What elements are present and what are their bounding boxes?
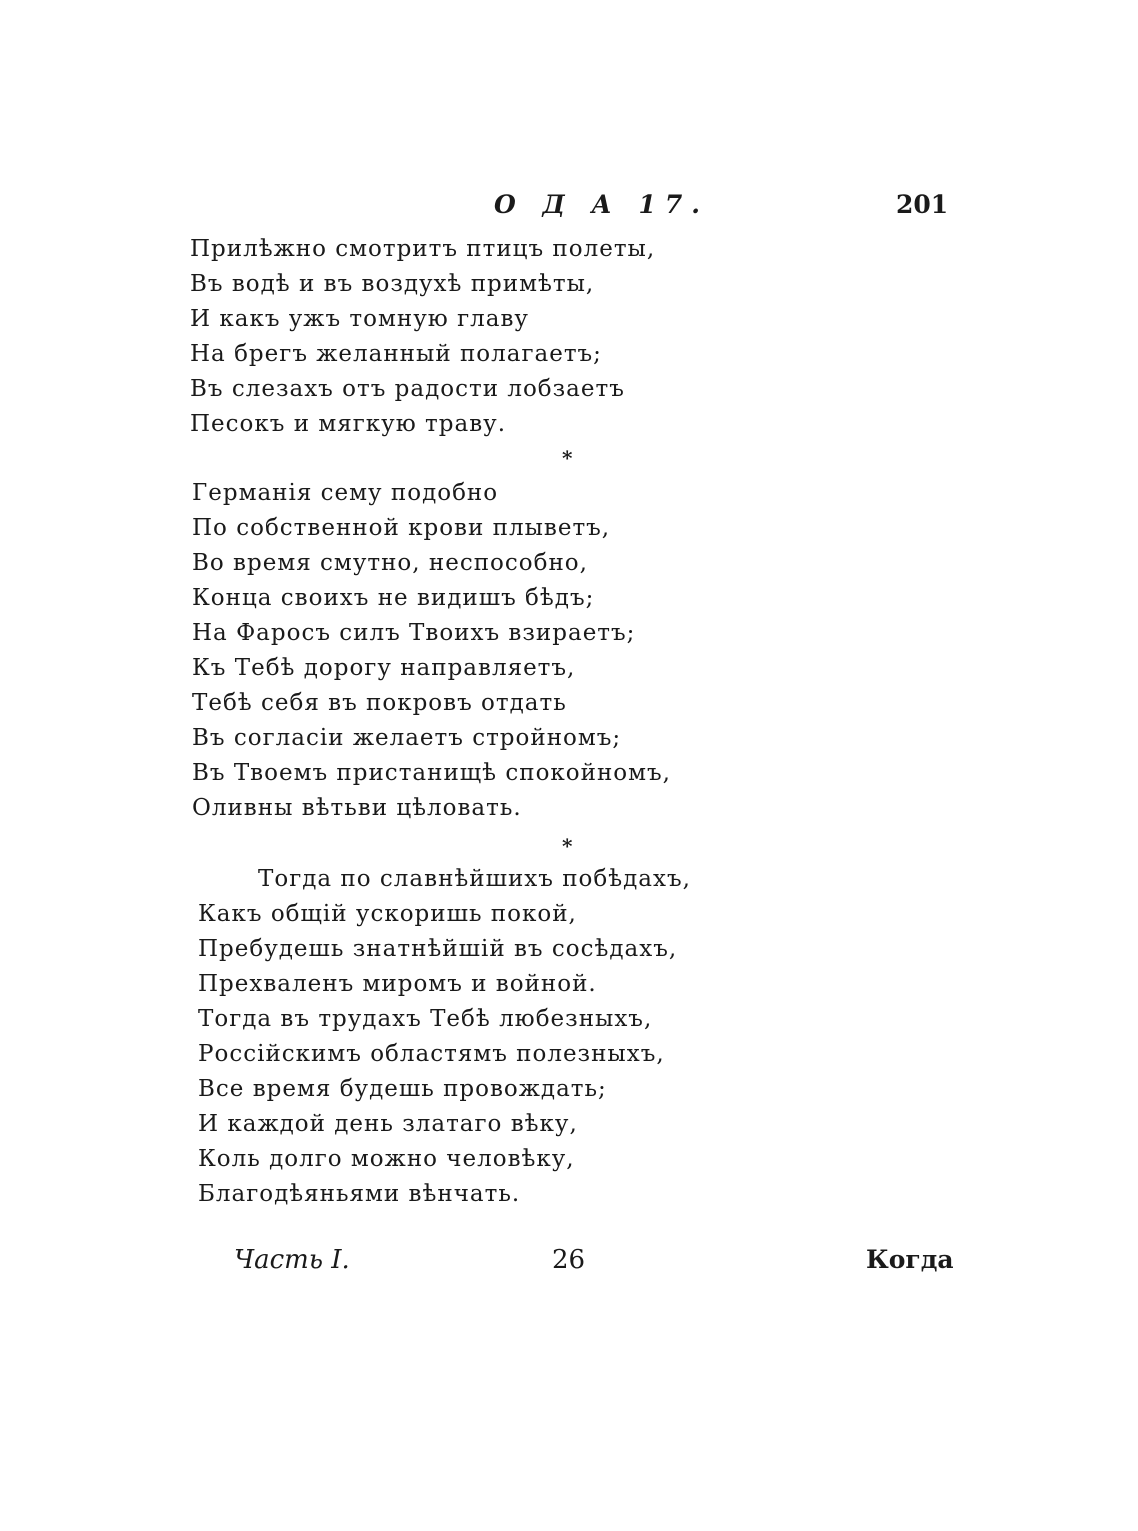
verse-line: Въ водѣ и въ воздухѣ примѣты, [190,271,595,297]
verse-line: Какъ общій ускоришь покой, [198,901,577,927]
catchword: Когда [866,1245,954,1274]
verse-line: Оливны вѣтьви цѣловать. [192,795,522,821]
verse-line: Песокъ и мягкую траву. [190,411,507,437]
verse-line: Къ Тебѣ дорогу направляетъ, [192,655,576,681]
verse-line: На Фаросъ силъ Твоихъ взираетъ; [192,620,636,646]
verse-line: Тогда въ трудахъ Тебѣ любезныхъ, [198,1006,653,1032]
verse-line: И какъ ужъ томную главу [190,306,529,332]
stanza-separator: * [562,446,573,470]
verse-line: Прилѣжно смотритъ птицъ полеты, [190,236,656,262]
verse-line: Въ слезахъ отъ радости лобзаетъ [190,376,625,402]
signature-mark: 26 [552,1245,586,1275]
verse-line: Коль долго можно человѣку, [198,1146,575,1172]
footer-part-label: Часть I. [234,1245,350,1275]
verse-line: Германія сему подобно [192,480,499,506]
verse-line: Тебѣ себя въ покровъ отдать [192,690,567,716]
verse-line: Все время будешь провождать; [198,1076,607,1102]
running-head-title: О Д А 17. [494,190,709,219]
verse-line: Конца своихъ не видишъ бѣдъ; [192,585,595,611]
stanza-separator: * [562,834,573,858]
verse-line: Благодѣяньями вѣнчать. [198,1181,521,1207]
verse-line: Въ согласіи желаетъ стройномъ; [192,725,622,751]
page-number: 201 [896,190,949,219]
verse-line: На брегъ желанный полагаетъ; [190,341,602,367]
verse-line: Тогда по славнѣйшихъ побѣдахъ, [258,866,691,892]
verse-line: Во время смутно, неспособно, [192,550,588,576]
verse-line: По собственной крови плыветъ, [192,515,611,541]
verse-line: И каждой день златаго вѣку, [198,1111,578,1137]
verse-line: Въ Твоемъ пристанищѣ спокойномъ, [192,760,671,786]
verse-line: Прехваленъ миромъ и войной. [198,971,597,997]
verse-line: Пребудешь знатнѣйшій въ сосѣдахъ, [198,936,678,962]
verse-line: Россійскимъ областямъ полезныхъ, [198,1041,665,1067]
